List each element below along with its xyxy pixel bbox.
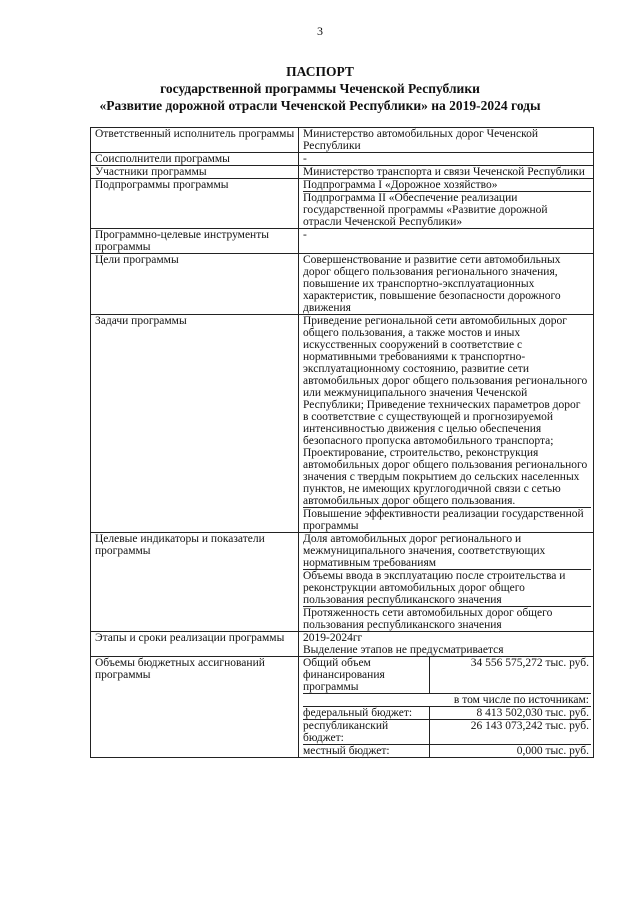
indicator-item: Объемы ввода в эксплуатацию после строительства и реконструкции автомобильных дорог общего пользования республиканского значения — [303, 570, 591, 607]
row-label: Целевые индикаторы и показатели программы — [91, 533, 299, 632]
row-label: Цели программы — [91, 254, 299, 315]
program-name: «Развитие дорожной отрасли Чеченской Республики» на 2019-2024 годы — [99, 98, 541, 113]
row-value: Министерство транспорта и связи Чеченской Республики — [299, 166, 594, 179]
task-item: Повышение эффективности реализации государственной программы — [303, 508, 584, 532]
indicator-item: Протяженность сети автомобильных дорог общего пользования республиканского значения — [303, 607, 553, 631]
passport-table — [90, 127, 594, 758]
local-label: местный бюджет: — [303, 745, 430, 758]
row-value — [299, 179, 594, 229]
stages-note: Выделение этапов не предусматривается — [303, 644, 504, 656]
row-value — [299, 533, 594, 632]
total-value: 34 556 575,272 тыс. руб. — [430, 657, 592, 694]
table-row — [91, 166, 594, 179]
republic-label: республиканский бюджет: — [303, 720, 430, 745]
document-subtitle: государственной программы Чеченской Республики — [160, 81, 480, 96]
row-value: - — [299, 153, 594, 166]
table-row — [91, 254, 594, 315]
budget-table — [303, 657, 591, 757]
republic-value: 26 143 073,242 тыс. руб. — [430, 720, 592, 745]
table-row — [91, 632, 594, 657]
indicator-item: Доля автомобильных дорог регионального и межмуниципального значения, соответствующих нормативным требованиям — [303, 533, 591, 570]
federal-value: 8 413 502,030 тыс. руб. — [430, 707, 592, 720]
row-label: Программно-целевые инструменты программы — [91, 229, 299, 254]
page-number: 3 — [317, 24, 323, 38]
row-label: Задачи программы — [91, 315, 299, 533]
table-row — [91, 315, 594, 533]
task-item: Приведение региональной сети автомобильных дорог общего пользования, а также мостов и иных искусственных сооружений в соответствие с нормативными требованиями к транспортно-эксплуатационному состоянию, развитие сети автомобильных дорог общего пользования регионального или межмуниципального значения Чеченской Республики; Приведение технических параметров дорог в соответствие с существующей и прогнозируемой интенсивностью движения с целью обеспечения безопасного пропуска автомобильного транспорта; Проектирование, строительство, реконструкция автомобильных дорог общего пользования регионального значения с твердым покрытием до сельских населенных пунктов, не имеющих круглогодичной связи с сетью автомобильных дорог общего пользования. — [303, 315, 591, 508]
table-row — [91, 229, 594, 254]
table-row — [91, 179, 594, 229]
document-title: ПАСПОРТ — [286, 64, 354, 79]
federal-label: федеральный бюджет: — [303, 707, 430, 720]
total-label: Общий объем финансирования программы — [303, 657, 385, 693]
table-row — [91, 533, 594, 632]
budget-cell — [299, 657, 594, 758]
row-value: Министерство автомобильных дорог Чеченской Республики — [299, 128, 594, 153]
local-value: 0,000 тыс. руб. — [430, 745, 592, 758]
row-label: Ответственный исполнитель программы — [91, 128, 299, 153]
row-value: - — [299, 229, 594, 254]
table-row — [91, 657, 594, 758]
row-label: Объемы бюджетных ассигнований программы — [91, 657, 299, 758]
subprogram-item: Подпрограмма I «Дорожное хозяйство» — [303, 179, 591, 192]
row-value — [299, 315, 594, 533]
row-value — [299, 632, 594, 657]
row-label: Участники программы — [91, 166, 299, 179]
subprogram-item: Подпрограмма II «Обеспечение реализации государственной программы «Развитие дорожной отрасли Чеченской Республики» — [303, 192, 548, 228]
row-label: Соисполнители программы — [91, 153, 299, 166]
row-label: Подпрограммы программы — [91, 179, 299, 229]
row-label: Этапы и сроки реализации программы — [91, 632, 299, 657]
stages-period: 2019-2024гг — [303, 632, 363, 644]
table-row — [91, 128, 594, 153]
sources-label: в том числе по источникам: — [303, 694, 591, 707]
table-row — [91, 153, 594, 166]
row-value: Совершенствование и развитие сети автомобильных дорог общего пользования регионального значения, повышение их транспортно-эксплуатационных характеристик, повышение безопасности дорожного движения — [299, 254, 594, 315]
